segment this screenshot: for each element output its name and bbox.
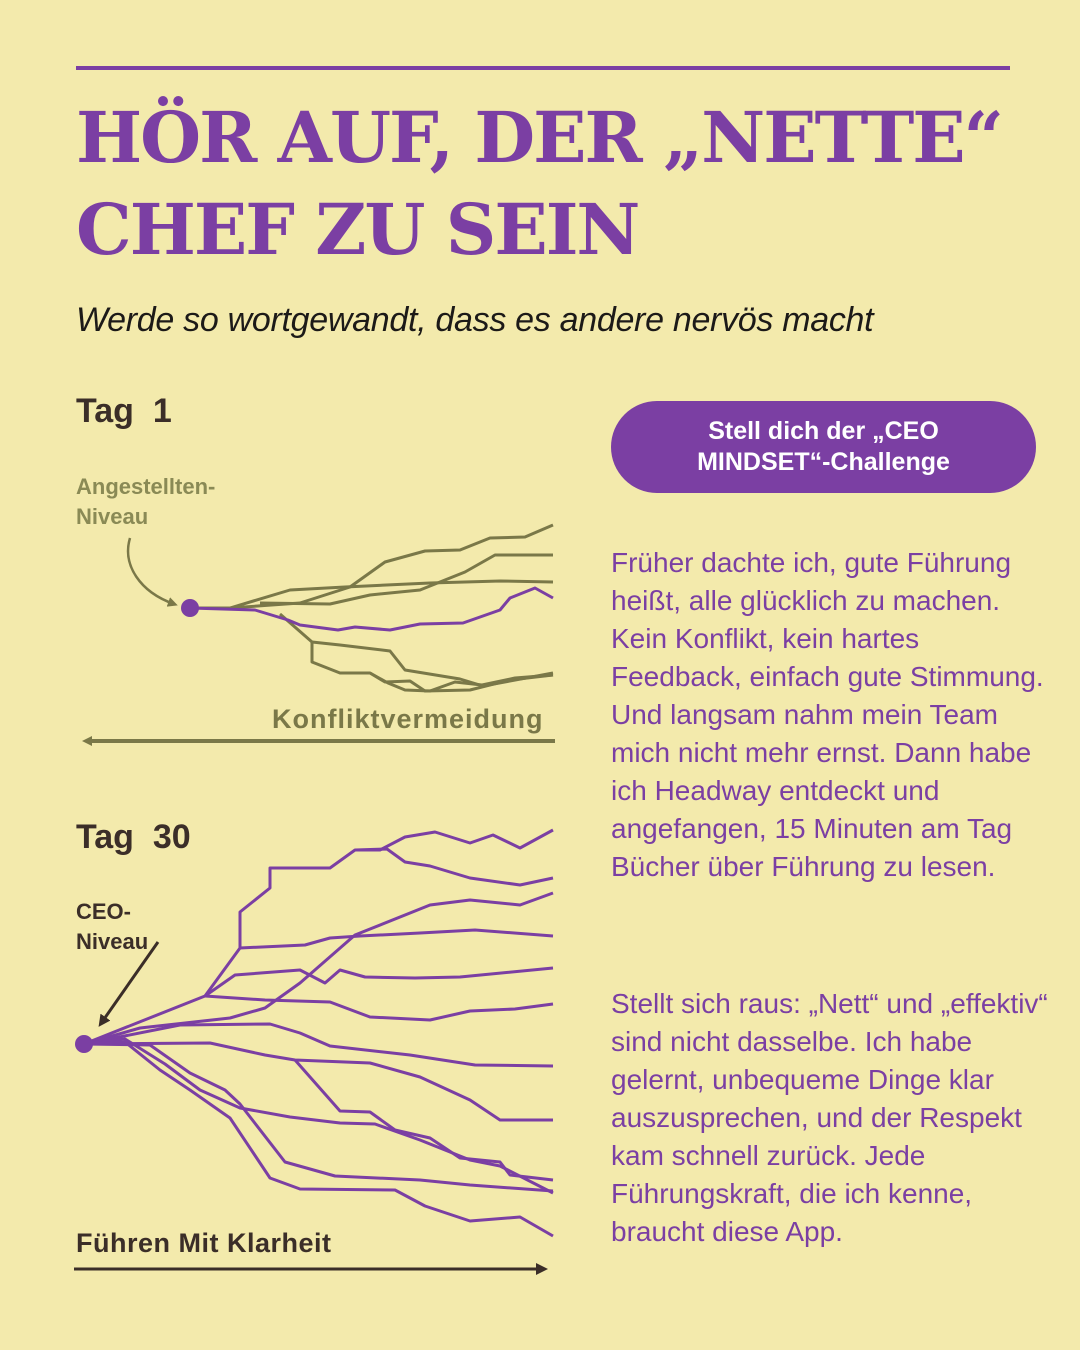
day-30-label: Tag 30 <box>76 818 191 856</box>
purple-path <box>355 849 553 885</box>
ceo-mindset-challenge-button[interactable]: Stell dich der „CEO MINDSET“-Challenge <box>611 401 1036 493</box>
day-30-purple-paths <box>84 830 553 1236</box>
purple-path <box>84 1043 553 1120</box>
olive-path <box>260 555 553 604</box>
purple-path <box>84 893 553 1044</box>
olive-path <box>230 525 553 608</box>
conflict-avoidance-label: Konfliktvermeidung <box>272 704 544 734</box>
leading-with-clarity-label: Führen Mit Klarheit <box>76 1228 332 1258</box>
day-1-start-dot <box>181 599 199 617</box>
purple-path <box>84 1042 553 1236</box>
curved-arrow-icon <box>128 538 174 604</box>
ceo-level-label: CEO- Niveau <box>76 899 149 954</box>
purple-path <box>240 930 553 948</box>
diagonal-arrow-icon <box>102 942 158 1022</box>
day-1-olive-paths <box>190 525 553 691</box>
story-paragraph-1: Früher dachte ich, gute Führung heißt, alle glücklich zu machen. Kein Konflikt, kein hartes Feedback, einfach gute Stimmung. Und langsam nahm mein Team mich nicht mehr ernst. Dann habe ich Headway entdeckt und angefangen, 15 Minuten am Tag Bücher über Führung zu lesen. <box>611 547 1044 882</box>
day-30-start-dot <box>75 1035 93 1053</box>
employee-level-label: Angestellten- Niveau <box>76 474 216 529</box>
day-1-label: Tag 1 <box>76 392 172 430</box>
subtitle: Werde so wortgewandt, dass es andere nervös macht <box>76 301 874 339</box>
purple-path <box>205 996 553 1020</box>
olive-path <box>312 642 553 686</box>
headline: HÖR AUF, DER „NETTE“ CHEF ZU SEIN <box>76 96 1002 271</box>
purple-path <box>205 968 553 996</box>
story-paragraph-2: Stellt sich raus: „Nett“ und „effektiv“ sind nicht dasselbe. Ich habe gelernt, unbequeme Dinge klar auszusprechen, und der Respekt kam schnell zurück. Jede Führungskraft, die ich kenne, braucht diese App. <box>611 988 1048 1247</box>
